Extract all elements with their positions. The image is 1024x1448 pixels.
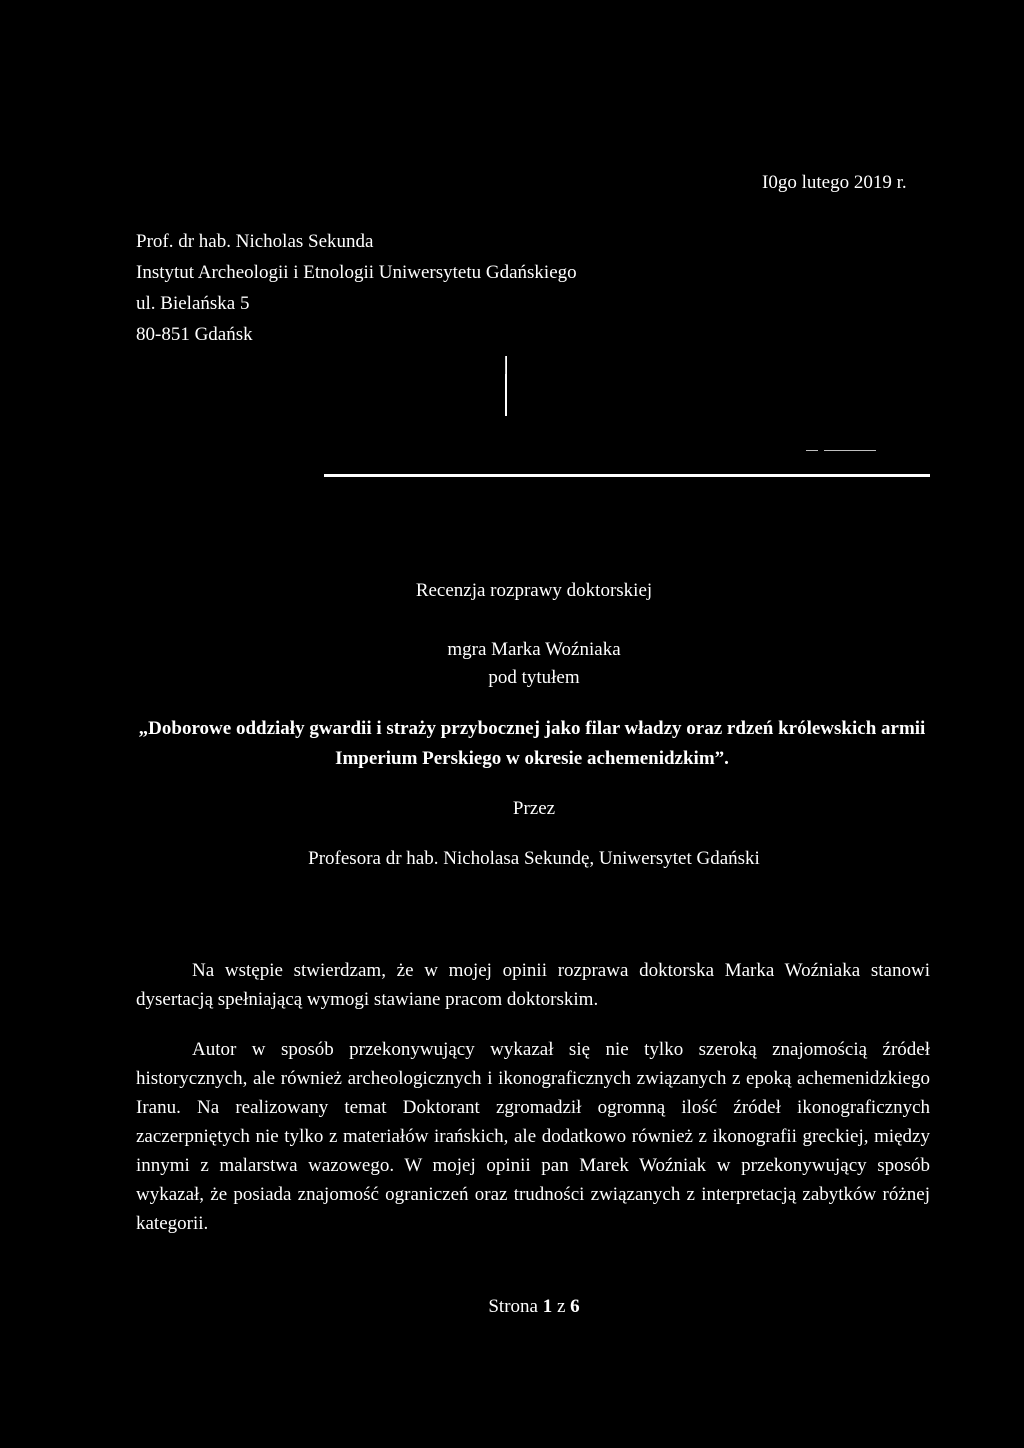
sender-street: ul. Bielańska 5 — [136, 293, 250, 314]
review-heading: Recenzja rozprawy doktorskiej — [415, 580, 653, 601]
letter-date: I0go lutego 2019 r. — [762, 172, 907, 193]
reviewer-name: Profesora dr hab. Nicholasa Sekundę, Uniwersytet Gdański — [308, 848, 760, 869]
title-intro: pod tytułem — [488, 667, 580, 688]
candidate-name: mgra Marka Woźniaka — [447, 639, 621, 660]
page-label: Strona — [488, 1296, 538, 1317]
page-of: z — [556, 1296, 566, 1317]
short-rule-gap — [818, 450, 824, 451]
sender-address — [136, 226, 577, 350]
dissertation-title: „Doborowe oddziały gwardii i straży przybocznej jako filar władzy oraz rdzeń królewskich armii Imperium Perskiego w okresie achemenidzkim”. — [138, 718, 926, 769]
vertical-mark-tip — [505, 356, 506, 374]
sender-city: 80-851 Gdańsk — [136, 324, 253, 345]
by-label: Przez — [512, 798, 556, 819]
page-footer — [0, 1296, 1024, 1318]
page-total: 6 — [570, 1296, 580, 1317]
sender-name: Prof. dr hab. Nicholas Sekunda — [136, 231, 374, 252]
body-paragraph-1: Na wstępie stwierdzam, że w mojej opinii rozprawa doktorska Marka Woźniaka stanowi dysertacją spełniającą wymogi stawiane pracom doktorskim. — [136, 960, 930, 1010]
body-paragraph-2: Autor w sposób przekonywujący wykazał się nie tylko szeroką znajomością źródeł historycznych, ale również archeologicznych i ikonograficznych związanych z epoką achemenidzkiego Iranu. Na realizowany temat Doktorant zgromadził ogromną ilość źródeł ikonograficznych zaczerpniętych nie tylko z materiałów irańskich, ale dodatkowo również z ikonografii greckiej, między innymi z malarstwa wazowego. W mojej opinii pan Marek Woźniak w przekonywujący sposób wykazał, że posiada znajomość ograniczeń oraz trudności związanych z interpretacją zabytków różnej kategorii. — [136, 1039, 930, 1234]
horizontal-rule — [324, 474, 930, 477]
sender-institution: Instytut Archeologii i Etnologii Uniwersytetu Gdańskiego — [136, 262, 577, 283]
page-current: 1 — [542, 1296, 553, 1317]
short-rule — [806, 450, 876, 451]
